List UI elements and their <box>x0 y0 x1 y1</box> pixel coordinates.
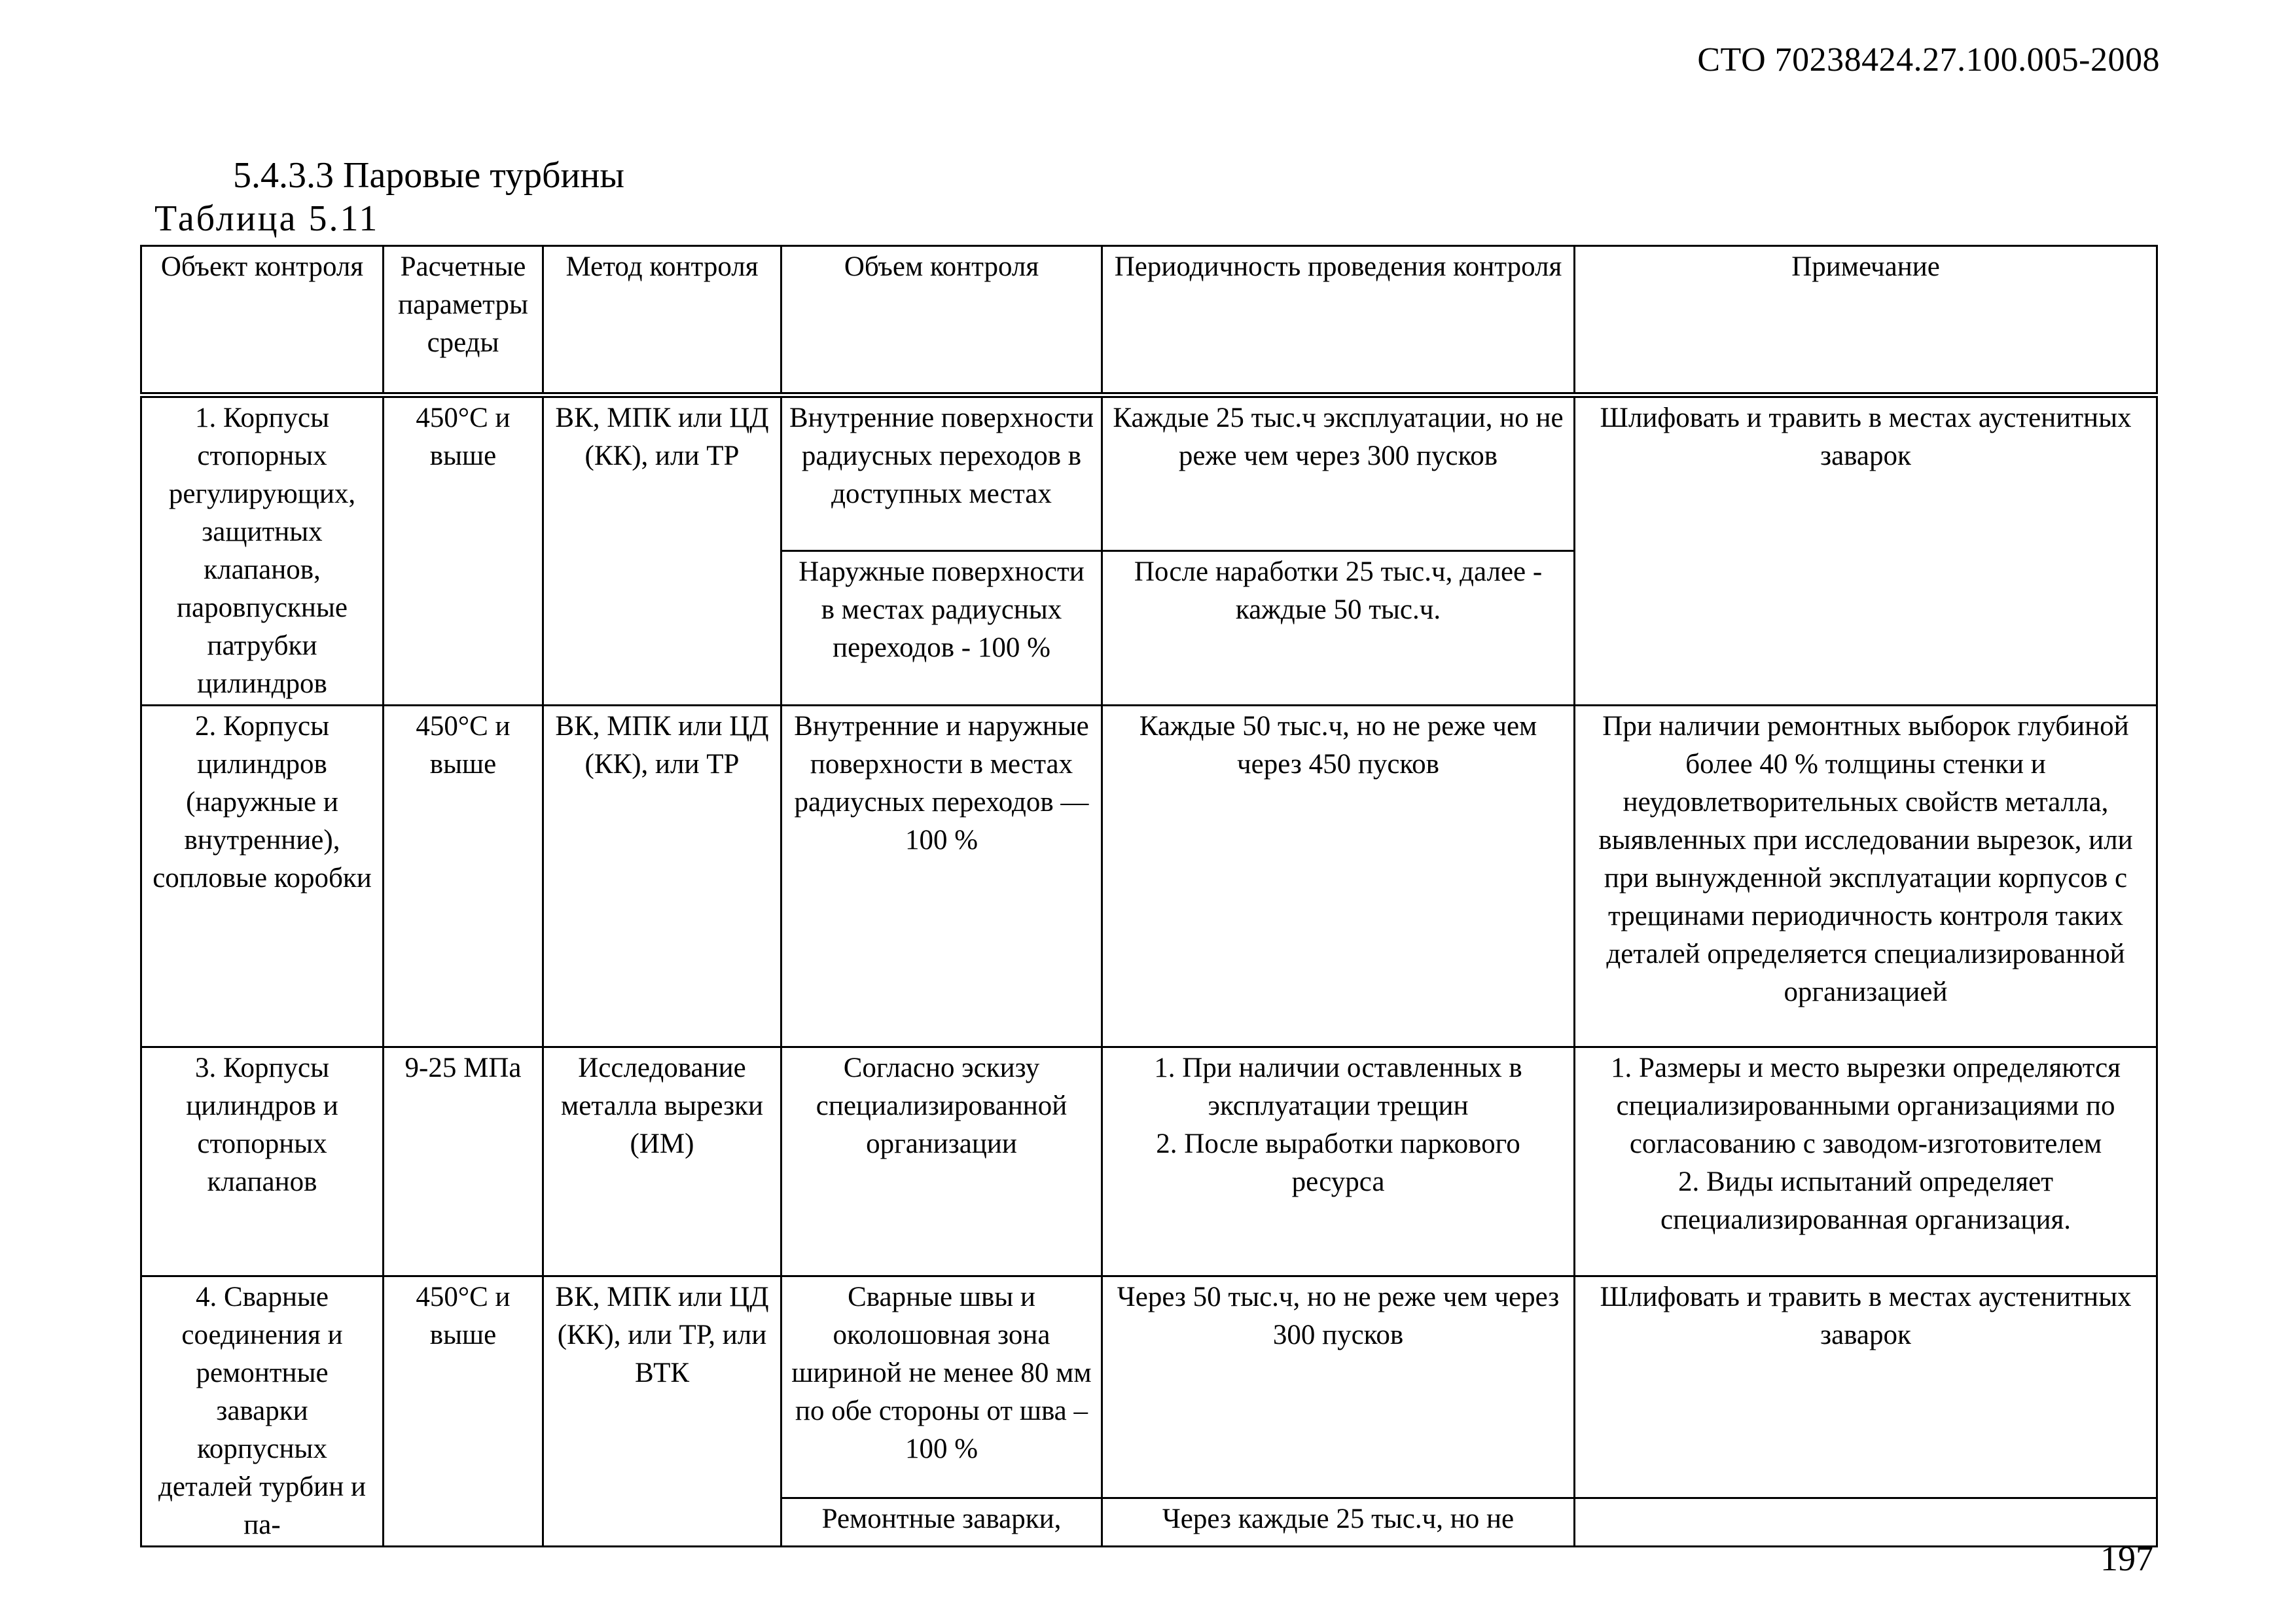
cell-period: После наработки 25 тыс.ч, далее - каждые 50 тыс.ч. <box>1102 551 1575 706</box>
table-row <box>141 706 2157 1047</box>
cell-period: Через каждые 25 тыс.ч, но не <box>1102 1498 1575 1546</box>
cell-object: 4. Сварные соединения и ремонтные заварки корпусных деталей турбин и па- <box>141 1276 384 1547</box>
header-params: Расчетные параметры среды <box>384 246 543 395</box>
cell-scope: Внутренние и наружные поверхности в местах радиусных переходов — 100 % <box>781 706 1102 1047</box>
cell-period <box>1102 1047 1575 1276</box>
table-row <box>141 395 2157 551</box>
cell-params: 450°С и выше <box>384 1276 543 1547</box>
note-line: 1. Размеры и место вырезки определяются специализированными организациями по согласованию с заводом-изготовителем <box>1611 1053 2121 1159</box>
control-table <box>140 245 2158 1547</box>
cell-params: 450°С и выше <box>384 706 543 1047</box>
table-header-row <box>141 246 2157 395</box>
document-code: СТО 70238424.27.100.005-2008 <box>1697 41 2160 79</box>
cell-period: Через 50 тыс.ч, но не реже чем через 300 пусков <box>1102 1276 1575 1498</box>
cell-method: Исследование металла вырезки (ИМ) <box>543 1047 781 1276</box>
cell-scope: Ремонтные заварки, <box>781 1498 1102 1546</box>
cell-note <box>1575 1498 2157 1546</box>
period-line: 1. При наличии оставленных в эксплуатации трещин <box>1154 1053 1522 1121</box>
table-row <box>141 1047 2157 1276</box>
table-caption: Таблица 5.11 <box>154 198 380 239</box>
cell-scope: Сварные швы и околошовная зона шириной не менее 80 мм по обе стороны от шва – 100 % <box>781 1276 1102 1498</box>
cell-scope: Внутренние поверхности радиусных переходов в доступных местах <box>781 395 1102 551</box>
header-scope: Объем контроля <box>781 246 1102 395</box>
cell-method: ВК, МПК или ЦД (КК), или ТР <box>543 706 781 1047</box>
cell-period: Каждые 50 тыс.ч, но не реже чем через 450 пусков <box>1102 706 1575 1047</box>
header-method: Метод контроля <box>543 246 781 395</box>
cell-params: 9-25 МПа <box>384 1047 543 1276</box>
cell-params: 450°С и выше <box>384 395 543 706</box>
cell-scope: Наружные поверхности в местах радиусных переходов - 100 % <box>781 551 1102 706</box>
header-note: Примечание <box>1575 246 2157 395</box>
cell-method: ВК, МПК или ЦД (КК), или ТР <box>543 395 781 706</box>
cell-object: 3. Корпусы цилиндров и стопорных клапанов <box>141 1047 384 1276</box>
table-row <box>141 1276 2157 1498</box>
period-line: 2. После выработки паркового ресурса <box>1156 1128 1520 1197</box>
cell-note: Шлифовать и травить в местах аустенитных заварок <box>1575 395 2157 706</box>
note-line: 2. Виды испытаний определяет специализированная организация. <box>1660 1166 2071 1235</box>
section-title: 5.4.3.3 Паровые турбины <box>233 155 625 196</box>
cell-object: 2. Корпусы цилиндров (наружные и внутренние), сопловые коробки <box>141 706 384 1047</box>
cell-note: Шлифовать и травить в местах аустенитных заварок <box>1575 1276 2157 1498</box>
cell-note <box>1575 1047 2157 1276</box>
page-number: 197 <box>2100 1539 2153 1578</box>
cell-period: Каждые 25 тыс.ч эксплуатации, но не реже чем через 300 пусков <box>1102 395 1575 551</box>
header-object: Объект контроля <box>141 246 384 395</box>
cell-scope: Согласно эскизу специализированной организации <box>781 1047 1102 1276</box>
cell-method: ВК, МПК или ЦД (КК), или ТР, или ВТК <box>543 1276 781 1547</box>
header-period: Периодичность проведения контроля <box>1102 246 1575 395</box>
cell-note: При наличии ремонтных выборок глубиной более 40 % толщины стенки и неудовлетворительных свойств металла, выявленных при исследовании вырезок, или при вынужденной эксплуатации корпусов с трещинами периодичность контроля таких деталей определяется специализированной организацией <box>1575 706 2157 1047</box>
cell-object: 1. Корпусы стопорных регулирующих, защитных клапанов, паровпускные патрубки цилиндров <box>141 395 384 706</box>
